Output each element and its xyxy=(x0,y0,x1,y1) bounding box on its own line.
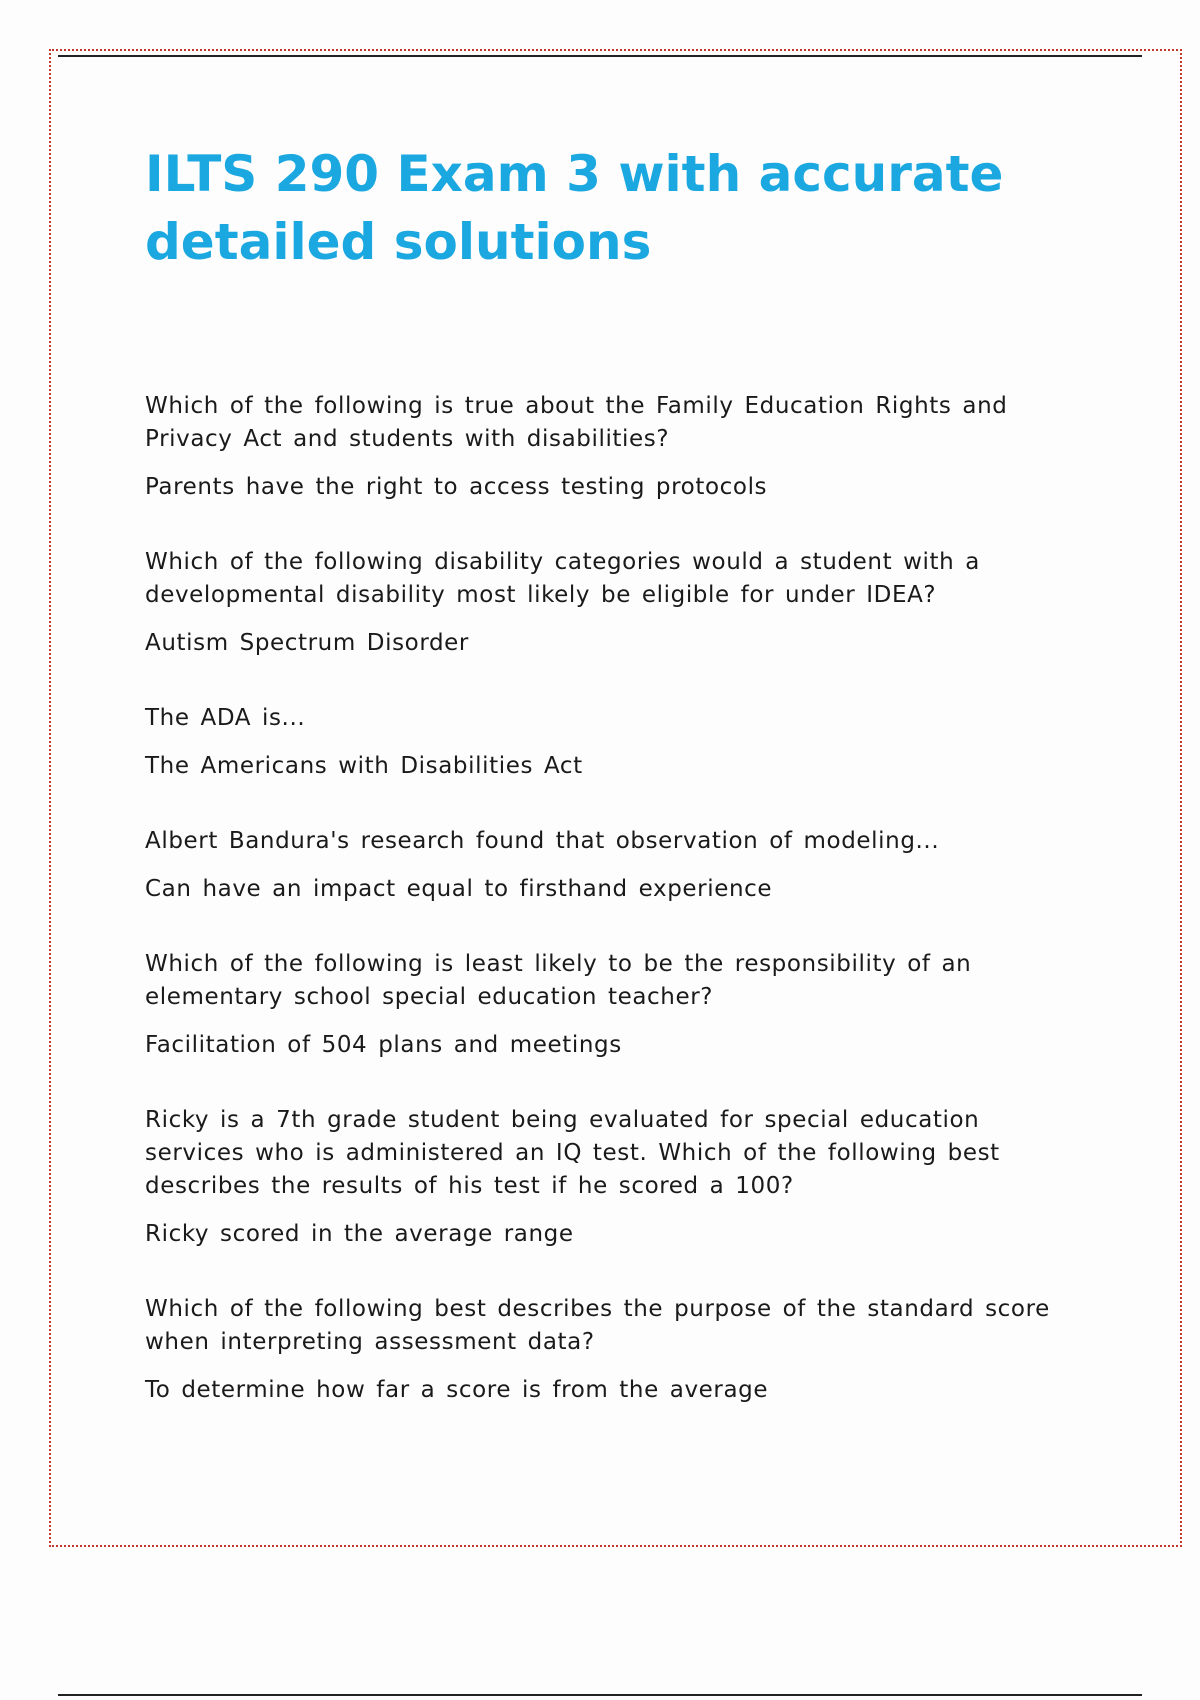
qa-item xyxy=(145,390,1065,504)
question-text: Which of the following is least likely to be the responsibility of an elementary school special education teacher? xyxy=(145,951,972,1010)
question-text: Which of the following is true about the Family Education Rights and Privacy Act and students with disabilities? xyxy=(145,393,1008,452)
top-rule xyxy=(58,55,1142,57)
answer-text: Ricky scored in the average range xyxy=(145,1221,574,1247)
answer-text: Can have an impact equal to firsthand experience xyxy=(145,876,773,902)
question-text: Which of the following disability categories would a student with a developmental disability most likely be eligible for under IDEA? xyxy=(145,549,980,608)
answer-text: Facilitation of 504 plans and meetings xyxy=(145,1032,622,1058)
answer-text: To determine how far a score is from the average xyxy=(145,1377,769,1403)
qa-item xyxy=(145,948,1065,1062)
question-text: The ADA is... xyxy=(145,705,306,731)
answer-text: Parents have the right to access testing protocols xyxy=(145,474,768,500)
question-text: Ricky is a 7th grade student being evaluated for special education services who is administered an IQ test. Which of the following best describes the results of his test if he scored a 100? xyxy=(145,1107,1000,1199)
qa-item xyxy=(145,825,1065,906)
qa-item xyxy=(145,546,1065,660)
qa-item xyxy=(145,1293,1065,1407)
answer-text: The Americans with Disabilities Act xyxy=(145,753,583,779)
answer-text: Autism Spectrum Disorder xyxy=(145,630,469,656)
question-text: Which of the following best describes the purpose of the standard score when interpreting assessment data? xyxy=(145,1296,1050,1355)
qa-list xyxy=(145,390,1065,1407)
document-title: ILTS 290 Exam 3 with accurate detailed solutions xyxy=(145,145,1004,271)
bottom-rule xyxy=(58,1694,1142,1696)
question-text: Albert Bandura's research found that observation of modeling... xyxy=(145,828,940,854)
qa-item xyxy=(145,1104,1065,1251)
qa-item xyxy=(145,702,1065,783)
